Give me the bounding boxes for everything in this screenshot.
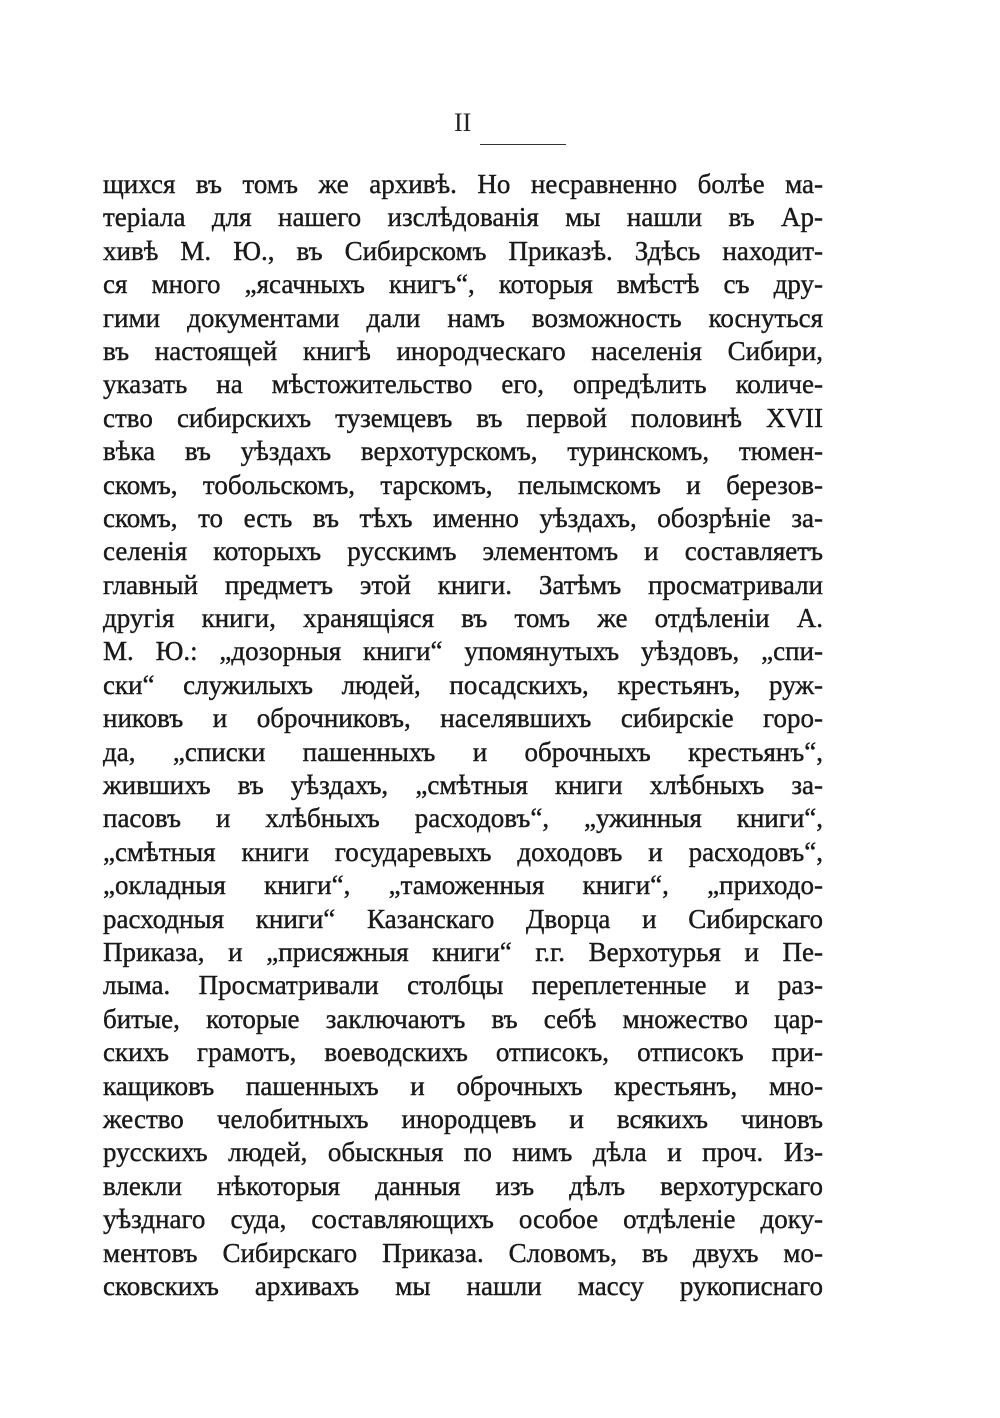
header-rule bbox=[480, 144, 566, 145]
text-line: „окладныя книги“, „таможенныя книги“, „приходо- bbox=[103, 870, 823, 901]
text-line: жество челобитныхъ инородцевъ и всякихъ чиновъ bbox=[103, 1103, 823, 1134]
text-line: указать на мѣстожительство его, опредѣлить количе- bbox=[103, 369, 823, 400]
text-line: скомъ, тобольскомъ, тарскомъ, пелымскомъ и березов- bbox=[103, 469, 823, 500]
text-line: хивѣ М. Ю., въ Сибирскомъ Приказѣ. Здѣсь находит- bbox=[103, 235, 823, 266]
text-line: М. Ю.: „дозорныя книги“ упомянутыхъ уѣздовъ, „спи- bbox=[103, 636, 823, 667]
text-line: русскихъ людей, обыскныя по нимъ дѣла и проч. Из- bbox=[103, 1137, 823, 1168]
text-line: Приказа, и „присяжныя книги“ г.г. Верхотурья и Пе- bbox=[103, 936, 823, 967]
text-line: теріала для нашего изслѣдованія мы нашли въ Ар- bbox=[103, 202, 823, 233]
body-text bbox=[103, 168, 823, 1303]
text-line: главный предметъ этой книги. Затѣмъ просматривали bbox=[103, 569, 823, 600]
text-line: скомъ, то есть въ тѣхъ именно уѣздахъ, обозрѣніе за- bbox=[103, 502, 823, 533]
text-line: ски“ служилыхъ людей, посадскихъ, крестьянъ, руж- bbox=[103, 669, 823, 700]
text-line: лыма. Просматривали столбцы переплетенные и раз- bbox=[103, 970, 823, 1001]
page-number: II bbox=[454, 108, 472, 137]
text-line: щихся въ томъ же архивѣ. Но несравненно болѣе ма- bbox=[103, 169, 823, 199]
text-line: расходныя книги“ Казанскаго Дворца и Сибирскаго bbox=[103, 903, 823, 934]
text-line: ментовъ Сибирскаго Приказа. Словомъ, въ двухъ мо- bbox=[103, 1237, 823, 1268]
text-line: жившихъ въ уѣздахъ, „смѣтныя книги хлѣбныхъ за- bbox=[103, 770, 823, 801]
text-line: битые, которые заключаютъ въ себѣ множество цар- bbox=[103, 1003, 823, 1034]
text-line: уѣзднаго суда, составляющихъ особое отдѣленіе доку- bbox=[103, 1204, 823, 1235]
text-line: селенія которыхъ русскимъ элементомъ и составляетъ bbox=[103, 536, 823, 567]
text-line: да, „списки пашенныхъ и оброчныхъ крестьянъ“, bbox=[103, 736, 823, 767]
text-line: пасовъ и хлѣбныхъ расходовъ“, „ужинныя книги“, bbox=[103, 803, 823, 834]
text-line: въ настоящей книгѣ инородческаго населенія Сибири, bbox=[103, 335, 823, 366]
text-line: ся много „ясачныхъ книгъ“, которыя вмѣстѣ съ дру- bbox=[103, 269, 823, 300]
text-line: „смѣтныя книги государевыхъ доходовъ и расходовъ“, bbox=[103, 836, 823, 867]
text-line: влекли нѣкоторыя данныя изъ дѣлъ верхотурскаго bbox=[103, 1170, 823, 1201]
text-line: другія книги, хранящіяся въ томъ же отдѣленіи А. bbox=[103, 603, 823, 634]
text-line: кащиковъ пашенныхъ и оброчныхъ крестьянъ, мно- bbox=[103, 1070, 823, 1101]
text-line: ство сибирскихъ туземцевъ въ первой половинѣ XVII bbox=[103, 402, 823, 433]
text-line: сковскихъ архивахъ мы нашли массу рукописнаго bbox=[103, 1270, 823, 1301]
text-line: вѣка въ уѣздахъ верхотурскомъ, туринскомъ, тюмен- bbox=[103, 436, 823, 467]
text-line: гими документами дали намъ возможность коснуться bbox=[103, 302, 823, 333]
text-line: скихъ грамотъ, воеводскихъ отписокъ, отписокъ при- bbox=[103, 1037, 823, 1068]
page-header bbox=[440, 108, 530, 138]
text-line: никовъ и оброчниковъ, населявшихъ сибирскіе горо- bbox=[103, 703, 823, 734]
